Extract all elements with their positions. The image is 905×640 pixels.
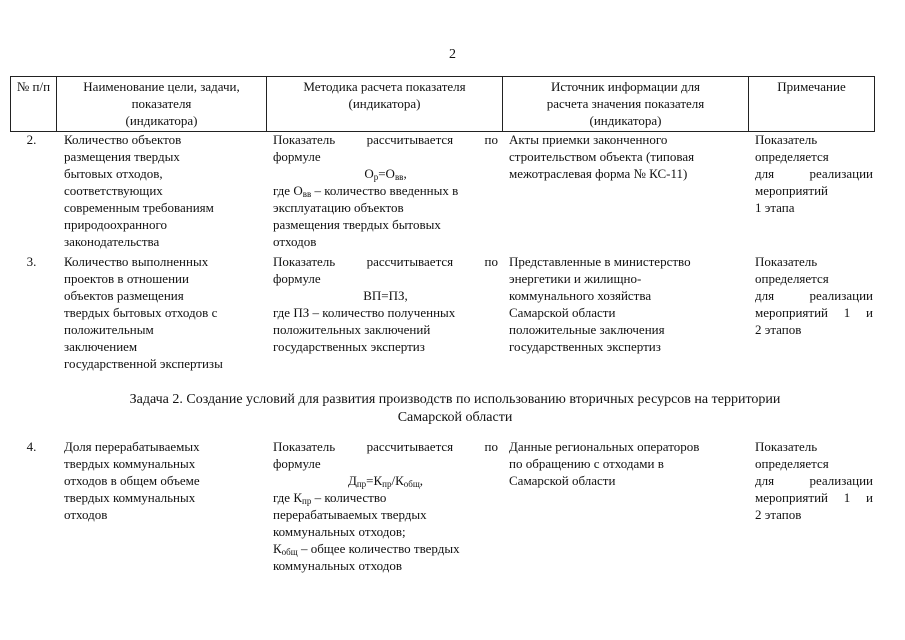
row-number: 4.: [26, 439, 37, 454]
text-line: государственных экспертиз: [509, 339, 661, 354]
formula: ВП=ПЗ,: [363, 288, 408, 303]
header-num: [11, 77, 57, 132]
text-line: Количество объектов: [64, 132, 182, 147]
text-line: коммунальных отходов;: [273, 524, 406, 539]
text-line: определяется: [755, 456, 829, 471]
information-source: [509, 253, 745, 355]
formula: [273, 165, 498, 182]
indicator-name: [64, 131, 260, 250]
header-source-line: Источник информации для: [550, 79, 701, 94]
row-number: 3.: [26, 254, 37, 269]
text-line: размещения твердых бытовых: [273, 217, 441, 232]
text-line: мероприятий 1 и: [755, 490, 873, 505]
task-line: Задача 2. Создание условий для развития производств по использованию вторичных ресурсов на территории: [129, 392, 781, 407]
header-name-line: показателя: [131, 96, 192, 111]
text-line: для реализации: [755, 473, 873, 488]
text-line: мероприятий 1 и: [755, 305, 873, 320]
header-num-label: № п/п: [16, 79, 51, 94]
text-line: мероприятий: [755, 183, 828, 198]
text-line: определяется: [755, 149, 829, 164]
text-line: Самарской области: [509, 305, 616, 320]
text-line: энергетики и жилищно-: [509, 271, 642, 286]
formula-part: =К: [366, 473, 383, 488]
task-heading: [40, 391, 870, 427]
note: [755, 438, 873, 523]
text-line: отходов в общем объеме: [64, 473, 200, 488]
header-note: [749, 77, 875, 132]
text-line: строительством объекта (типовая: [509, 149, 695, 164]
definition-part: где О: [273, 183, 303, 198]
text-line: Показатель рассчитывается по: [273, 132, 498, 147]
table-header: [10, 76, 875, 132]
header-source: [503, 77, 749, 132]
text-line: проектов в отношении: [64, 271, 189, 286]
text-line: для реализации: [755, 166, 873, 181]
text-line: перерабатываемых твердых: [273, 507, 427, 522]
row-number: 2.: [26, 132, 37, 147]
calculation-method: [273, 438, 498, 574]
text-line: Доля перерабатываемых: [64, 439, 200, 454]
text-line: твердых коммунальных: [64, 456, 196, 471]
definition-sub: общ: [281, 547, 298, 557]
text-line: определяется: [755, 271, 829, 286]
text-line: коммунальных отходов: [273, 558, 402, 573]
indicator-name: [64, 438, 260, 523]
definition-part: К: [273, 541, 282, 556]
text-line: отходов: [64, 507, 108, 522]
text-line: где ПЗ – количество полученных: [273, 305, 456, 320]
formula-part: Д: [347, 473, 357, 488]
header-method-line: Методика расчета показателя: [303, 79, 466, 94]
note: [755, 253, 873, 338]
text-line: бытовых отходов,: [64, 166, 163, 181]
text-line: формуле: [273, 456, 321, 471]
information-source: [509, 438, 745, 489]
formula-part: =О: [378, 166, 395, 181]
text-line: Показатель рассчитывается по: [273, 439, 498, 454]
formula-part: О: [364, 166, 374, 181]
text-line: соответствующих: [64, 183, 163, 198]
note: [755, 131, 873, 216]
text-line: 2 этапов: [755, 507, 802, 522]
text-line: формуле: [273, 271, 321, 286]
text-line: 1 этапа: [755, 200, 795, 215]
definition-part: – количество введенных в: [311, 183, 459, 198]
header-name-line: (индикатора): [125, 113, 198, 128]
header-name: [57, 77, 267, 132]
definition-part: где К: [273, 490, 302, 505]
text-line: отходов: [273, 234, 317, 249]
text-line: положительные заключения: [509, 322, 665, 337]
text-line: современным требованиям: [64, 200, 214, 215]
definition-part: – количество: [311, 490, 387, 505]
text-line: Представленные в министерство: [509, 254, 691, 269]
formula-sub: вв: [394, 172, 404, 182]
formula-sub: пр: [356, 479, 367, 489]
formula-part: ,: [403, 166, 407, 181]
text-line: твердых коммунальных: [64, 490, 196, 505]
definition-part: – общее количество твердых: [297, 541, 460, 556]
text-line: положительных заключений: [273, 322, 431, 337]
information-source: [509, 131, 745, 182]
text-line: Показатель: [755, 254, 818, 269]
text-line: природоохранного: [64, 217, 168, 232]
header-source-line: расчета значения показателя: [546, 96, 705, 111]
header-name-line: Наименование цели, задачи,: [83, 79, 240, 94]
task-line: Самарской области: [397, 410, 513, 425]
text-line: твердых бытовых отходов с: [64, 305, 218, 320]
text-line: законодательства: [64, 234, 160, 249]
header-note-label: Примечание: [777, 79, 846, 94]
text-line: Количество выполненных: [64, 254, 209, 269]
header-source-line: (индикатора): [589, 113, 662, 128]
text-line: Показатель рассчитывается по: [273, 254, 498, 269]
formula-sub: общ: [403, 479, 420, 489]
header-method: [267, 77, 503, 132]
definition-sub: вв: [302, 189, 312, 199]
formula-part: /К: [391, 473, 404, 488]
text-line: межотраслевая форма № КС-11): [509, 166, 688, 181]
definition-line: [273, 489, 498, 506]
text-line: объектов размещения: [64, 288, 184, 303]
definition-line: [273, 182, 498, 199]
text-line: Самарской области: [509, 473, 616, 488]
formula-sub: пр: [382, 479, 392, 489]
text-line: формуле: [273, 149, 321, 164]
text-line: Акты приемки законченного: [509, 132, 668, 147]
text-line: для реализации: [755, 288, 873, 303]
text-line: коммунального хозяйства: [509, 288, 652, 303]
text-line: Показатель: [755, 132, 818, 147]
calculation-method: [273, 131, 498, 250]
indicator-name: [64, 253, 260, 372]
formula: [273, 472, 498, 489]
definition-sub: пр: [302, 496, 312, 506]
text-line: государственных экспертиз: [273, 339, 425, 354]
formula-part: ,: [419, 473, 424, 488]
text-line: Данные региональных операторов: [509, 439, 700, 454]
text-line: по обращению с отходами в: [509, 456, 664, 471]
definition-line: [273, 540, 498, 557]
text-line: государственной экспертизы: [64, 356, 223, 371]
text-line: 2 этапов: [755, 322, 802, 337]
calculation-method: [273, 253, 498, 355]
page-number: 2: [449, 47, 456, 62]
text-line: Показатель: [755, 439, 818, 454]
formula-sub: р: [373, 172, 379, 182]
header-method-line: (индикатора): [348, 96, 421, 111]
text-line: эксплуатацию объектов: [273, 200, 404, 215]
text-line: размещения твердых: [64, 149, 180, 164]
text-line: положительным: [64, 322, 154, 337]
text-line: заключением: [64, 339, 138, 354]
